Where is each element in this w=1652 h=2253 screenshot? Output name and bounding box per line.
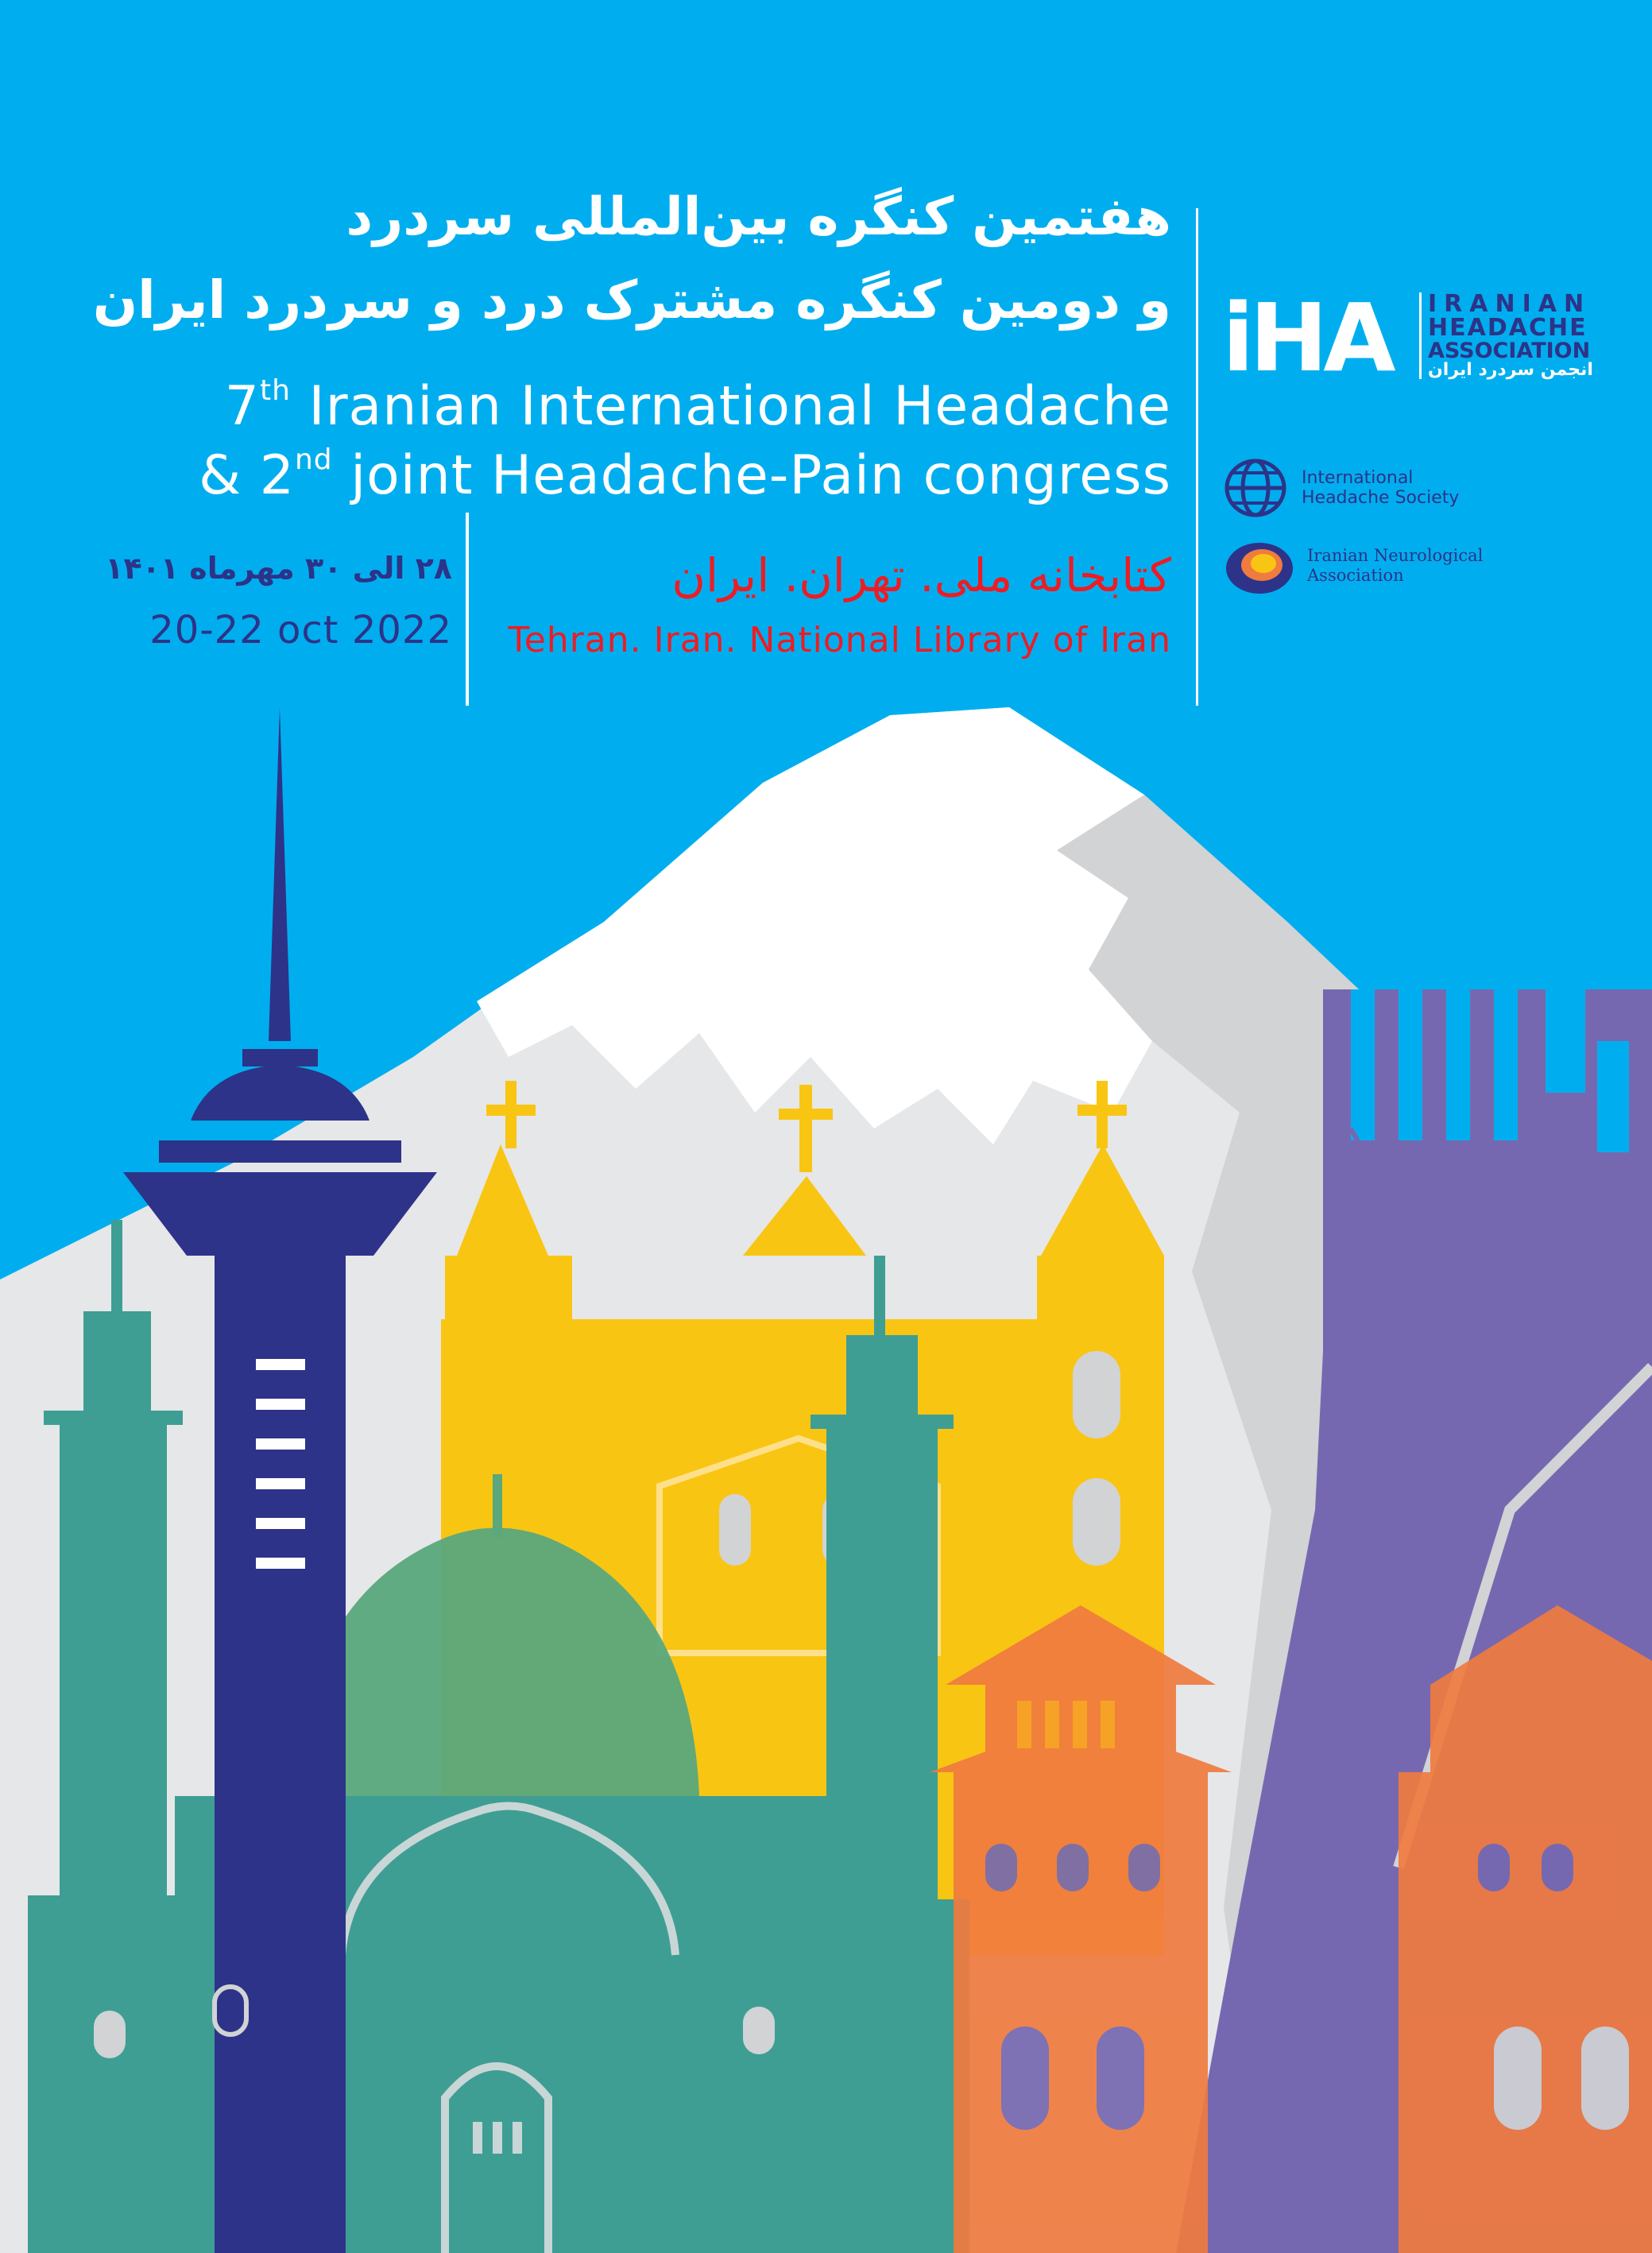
date-english: 20-22 oct 2022 xyxy=(149,608,452,652)
title-english-line-2 xyxy=(199,443,1171,507)
title-english-line-1-superscript: th xyxy=(259,374,291,407)
ina-logo xyxy=(1224,536,1494,600)
iha-logo-mark xyxy=(1222,283,1391,393)
title-persian-line-1: هفتمین کنگره بین‌المللی سردرد xyxy=(346,186,1171,247)
venue-english: Tehran. Iran. National Library of Iran xyxy=(508,620,1171,660)
title-english-line-1-number: 7 xyxy=(224,375,260,438)
ina-logo-label xyxy=(1307,546,1483,586)
ina-brain-icon xyxy=(1224,536,1295,597)
iha-logo xyxy=(1222,283,1605,393)
ihs-logo-line-2: Headache Society xyxy=(1302,488,1460,509)
title-english-line-2-superscript: nd xyxy=(294,443,333,476)
iha-logo-line-4: انجمن سردرد ایران xyxy=(1428,360,1593,380)
ihs-logo-label xyxy=(1302,468,1459,509)
venue-persian: کتابخانه ملی. تهران. ایران xyxy=(671,548,1171,602)
ina-logo-line-1: Iranian Neurological xyxy=(1307,546,1484,565)
title-persian-line-2: و دومین کنگره مشترک درد و سردرد ایران xyxy=(92,269,1171,331)
iha-logo-text xyxy=(1419,292,1612,379)
title-english-line-2-text: joint Headache-Pain congress xyxy=(332,444,1171,507)
date-persian: ۲۸ الی ۳۰ مهرماه ۱۴۰۱ xyxy=(105,551,452,586)
ihs-globe-icon xyxy=(1224,457,1287,519)
title-english-line-2-prefix: & 2 xyxy=(199,444,295,507)
ina-logo-line-2: Association xyxy=(1307,566,1404,586)
iha-logo-line-1: IRANIAN xyxy=(1428,290,1592,318)
title-english-line-1 xyxy=(224,374,1171,438)
title-english-line-1-text: Iranian International Headache xyxy=(290,375,1171,438)
divider-date xyxy=(466,513,469,706)
ihs-logo xyxy=(1224,457,1494,521)
ihs-logo-line-1: International xyxy=(1302,468,1414,488)
iha-logo-mark-text: iHA xyxy=(1222,283,1391,393)
divider-vertical xyxy=(1196,208,1198,706)
iha-logo-line-3: ASSOCIATION xyxy=(1428,339,1591,363)
iha-logo-line-2: HEADACHE xyxy=(1428,314,1588,342)
